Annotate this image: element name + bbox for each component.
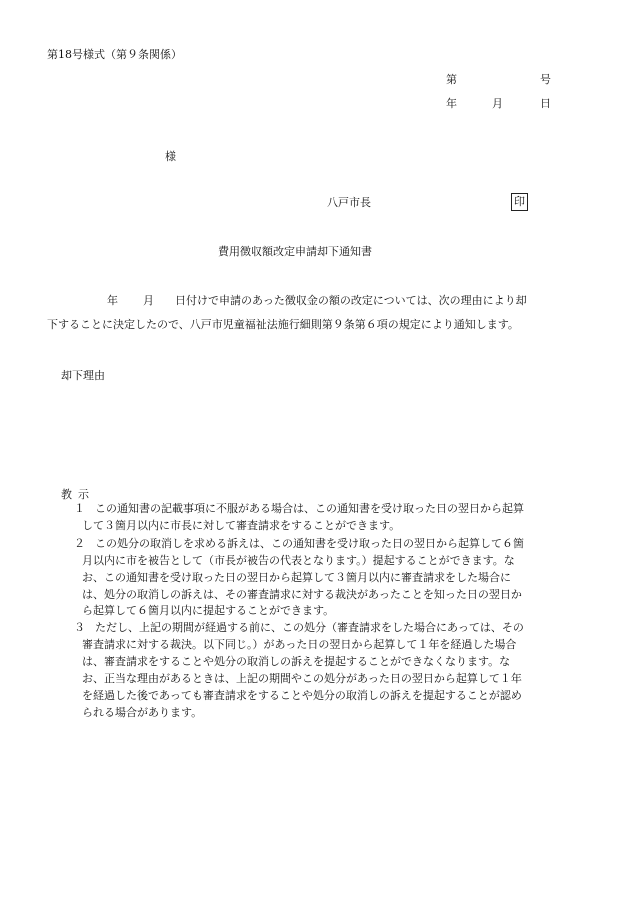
notice-item-line: この処分の取消しを求める訴えは、この通知書を受け取った日の翌日から起算して６箇 bbox=[95, 537, 524, 550]
notice-item-line: お、この通知書を受け取った日の翌日から起算して３箇月以内に審査請求をした場合に bbox=[82, 571, 511, 584]
date-month-label: 月 bbox=[492, 97, 503, 110]
issuer-name: 八戸市長 bbox=[327, 196, 371, 209]
body-text-line-1: 日付けで申請のあった徴収金の額の改定については、次の理由により却 bbox=[175, 294, 527, 307]
body-text-line-2: 下することに決定したので、八戸市児童福祉法施行細則第９条第６項の規定により通知します。 bbox=[47, 318, 519, 331]
notice-item-number: ３ bbox=[74, 621, 85, 634]
document-number-suffix: 号 bbox=[540, 73, 551, 86]
notice-item-line: は、処分の取消しの訴えは、その審査請求に対する裁決があったことを知った日の翌日か bbox=[82, 588, 522, 601]
notice-item-line: ただし、上記の期間が経過する前に、この処分（審査請求をした場合にあっては、その bbox=[95, 621, 524, 634]
rejection-reason-label: 却下理由 bbox=[61, 369, 105, 382]
notice-item-line: この通知書の記載事項に不服がある場合は、この通知書を受け取った日の翌日から起算 bbox=[95, 502, 524, 515]
notice-item-line: られる場合があります。 bbox=[82, 706, 203, 719]
notice-item-line: ら起算して６箇月以内に提起することができます。 bbox=[82, 604, 335, 617]
form-number: 第18号様式（第９条関係） bbox=[47, 48, 182, 61]
notice-item-line: して３箇月以内に市長に対して審査請求をすることができます。 bbox=[82, 519, 401, 532]
notice-item-line: を経過した後であっても審査請求をすることや処分の取消しの訴えを提起することが認め bbox=[82, 689, 522, 702]
date-day-label: 日 bbox=[540, 97, 551, 110]
body-year-label: 年 bbox=[107, 294, 118, 307]
addressee-honorific: 様 bbox=[165, 150, 176, 163]
notice-heading: 教示 bbox=[61, 488, 95, 501]
notice-item-number: １ bbox=[74, 502, 85, 515]
notice-item-line: お、正当な理由があるときは、上記の期間やこの処分があった日の翌日から起算して１年 bbox=[82, 672, 522, 685]
notice-item-line: は、審査請求をすることや処分の取消しの訴えを提起することができなくなります。な bbox=[82, 655, 511, 668]
notice-item-number: ２ bbox=[74, 537, 85, 550]
body-month-label: 月 bbox=[143, 294, 154, 307]
notice-item-line: 月以内に市を被告として（市長が被告の代表となります。）提起することができます。な bbox=[82, 554, 515, 567]
date-year-label: 年 bbox=[446, 97, 457, 110]
document-title: 費用徴収額改定申請却下通知書 bbox=[218, 245, 372, 258]
notice-item-line: 審査請求に対する裁決。以下同じ。）があった日の翌日から起算して１年を経過した場合 bbox=[82, 638, 517, 651]
seal-stamp: 印 bbox=[511, 193, 528, 211]
document-number-label: 第 bbox=[446, 73, 457, 86]
